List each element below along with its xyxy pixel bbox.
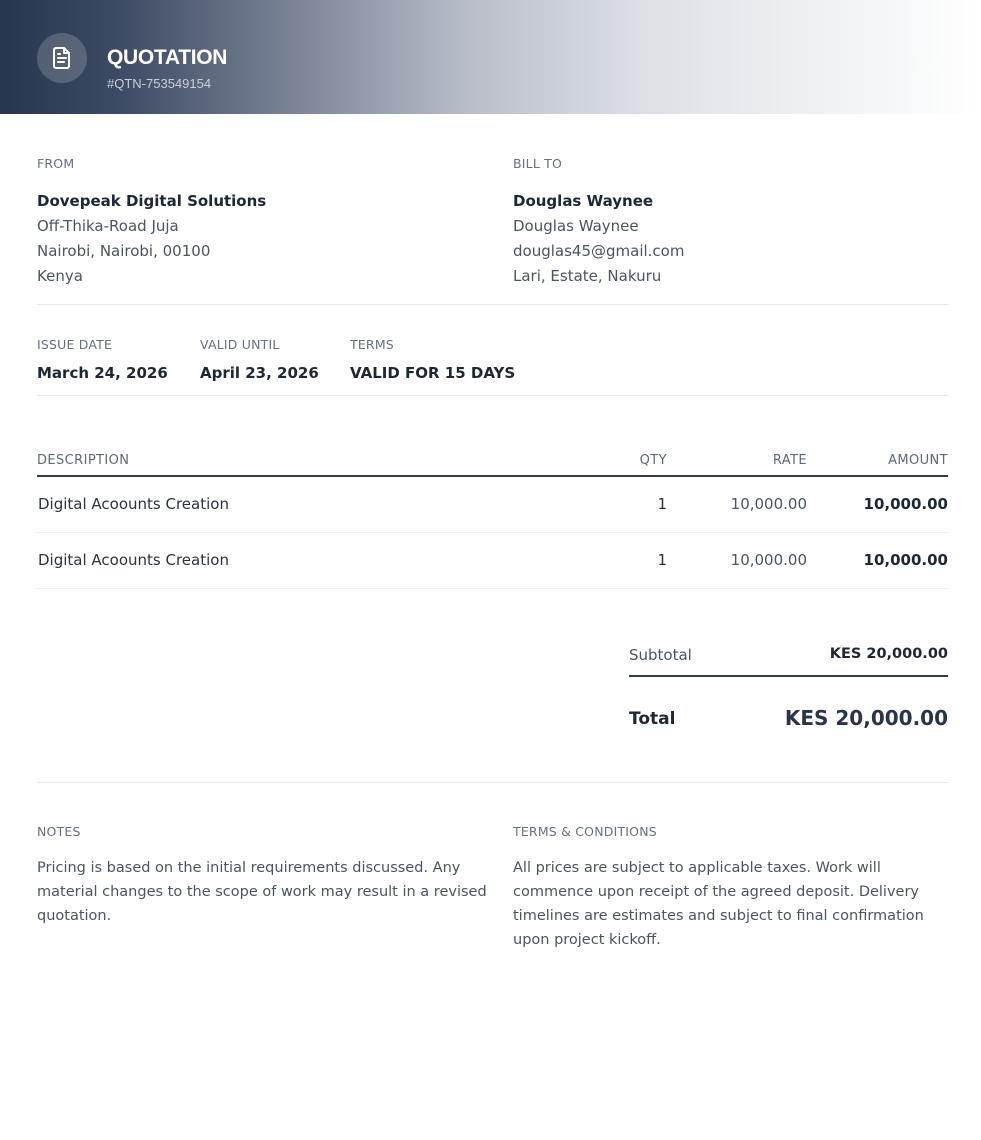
header-band [0, 0, 981, 114]
bill-to-address: Lari, Estate, Nakuru [513, 267, 662, 285]
terms-conditions-label: TERMS & CONDITIONS [513, 824, 657, 839]
row-qty: 1 [657, 495, 667, 513]
column-header-qty: QTY [639, 453, 667, 468]
row-description: Digital Acoounts Creation [38, 495, 229, 513]
row-amount: 10,000.00 [863, 551, 948, 569]
divider [37, 782, 948, 783]
notes-text: Pricing is based on the initial requirements discussed. Any material changes to the scope of work may result in a revised quotation. [37, 860, 487, 924]
total-label: Total [629, 709, 676, 729]
row-qty: 1 [657, 551, 667, 569]
subtotal-value: KES 20,000.00 [829, 646, 948, 662]
from-section [37, 156, 477, 289]
column-header-amount: AMOUNT [888, 453, 948, 468]
from-address-line-1: Off-Thika-Road Juja [37, 217, 179, 235]
bill-to-section [513, 156, 953, 289]
divider [37, 304, 948, 305]
header-date-partial: Mar [915, 58, 941, 75]
issue-date-block [37, 337, 168, 382]
terms-value: VALID FOR 15 DAYS [350, 364, 516, 382]
notes-section [37, 824, 487, 928]
row-amount: 10,000.00 [863, 495, 948, 513]
table-row [37, 533, 948, 589]
totals-rule [629, 675, 948, 677]
bill-to-email: douglas45@gmail.com [513, 242, 685, 260]
subtotal-label: Subtotal [629, 646, 692, 664]
terms-block [350, 337, 515, 382]
from-address-line-2: Nairobi, Nairobi, 00100 [37, 242, 211, 260]
document-badge [37, 33, 87, 83]
bill-to-name: Douglas Waynee [513, 192, 654, 210]
bill-to-contact: Douglas Waynee [513, 217, 639, 235]
from-company: Dovepeak Digital Solutions [37, 192, 267, 210]
table-row [37, 477, 948, 533]
terms-conditions-section [513, 824, 953, 952]
row-rate: 10,000.00 [730, 551, 807, 569]
row-rate: 10,000.00 [730, 495, 807, 513]
terms-label: TERMS [350, 337, 394, 352]
valid-until-label: VALID UNTIL [200, 337, 280, 352]
total-value: KES 20,000.00 [784, 706, 948, 730]
valid-until-value: April 23, 2026 [200, 364, 319, 382]
column-header-description: DESCRIPTION [37, 453, 130, 468]
terms-conditions-text: All prices are subject to applicable taxes. Work will commence upon receipt of the agreed deposit. Delivery timelines are estimates and subject to final confirmation upon project kickoff. [513, 860, 924, 948]
issue-date-label: ISSUE DATE [37, 337, 113, 352]
divider [37, 395, 948, 396]
issue-date-value: March 24, 2026 [37, 364, 168, 382]
quotation-number: #QTN-753549154 [107, 76, 212, 91]
from-label: FROM [37, 156, 75, 171]
valid-until-block [200, 337, 319, 382]
notes-label: NOTES [37, 824, 81, 839]
row-description: Digital Acoounts Creation [38, 551, 229, 569]
document-icon [50, 46, 74, 70]
from-country: Kenya [37, 267, 83, 285]
document-title: QUOTATION [107, 46, 228, 69]
bill-to-label: BILL TO [513, 156, 563, 171]
column-header-rate: RATE [772, 453, 807, 468]
